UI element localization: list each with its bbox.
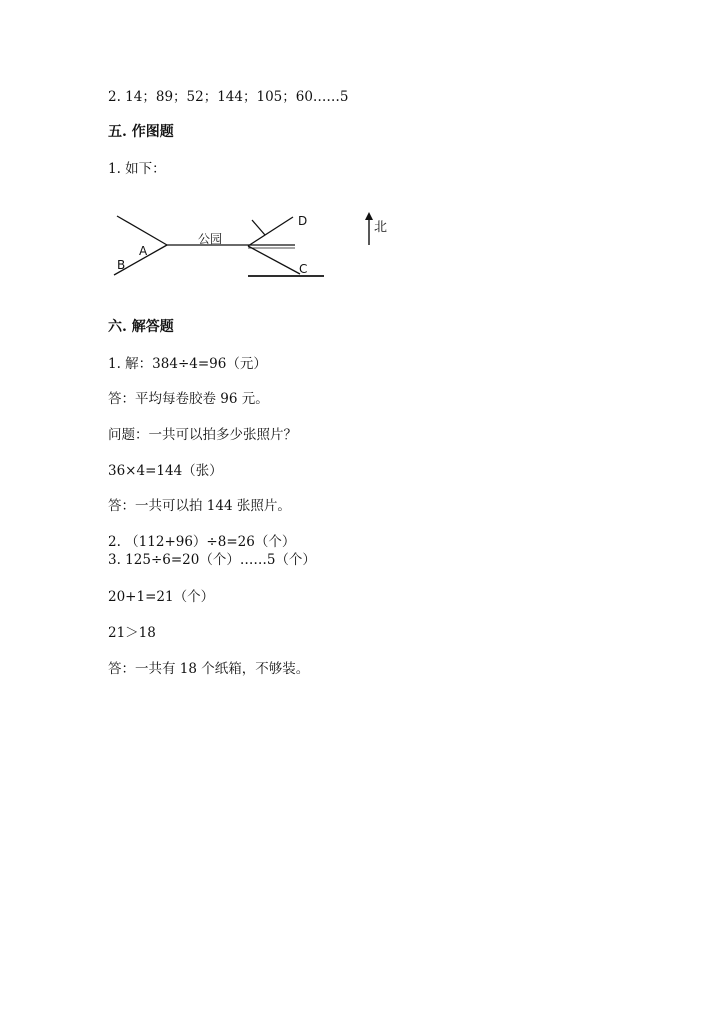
label-d: D	[298, 214, 308, 228]
answer-6-line: 21＞18	[108, 625, 156, 641]
label-b: B	[117, 258, 126, 272]
map-diagram	[100, 200, 400, 290]
ray-a-upper	[117, 216, 167, 245]
answer-6-line: 1. 解：384÷4=96（元）	[108, 356, 267, 372]
section-5-heading: 五. 作图题	[108, 124, 174, 140]
ray-short-upper	[252, 220, 265, 235]
answer-6-line: 问题：一共可以拍多少张照片？	[108, 427, 297, 443]
label-c: C	[299, 262, 308, 276]
answer-6-line: 3. 125÷6=20（个）……5（个）	[108, 552, 316, 568]
north-arrow-icon	[365, 212, 373, 220]
answer-6-line: 2. （112+96）÷8=26（个）	[108, 534, 296, 550]
label-park: 公园	[198, 232, 223, 246]
answer-5-1: 1. 如下：	[108, 161, 166, 177]
answer-6-line: 答：一共有 18 个纸箱，不够装。	[108, 661, 310, 677]
ray-c	[248, 246, 300, 274]
answer-6-line: 答：一共可以拍 144 张照片。	[108, 498, 291, 514]
answer-6-line: 20+1=21（个）	[108, 589, 215, 605]
answer-6-line: 答：平均每卷胶卷 96 元。	[108, 391, 269, 407]
answer-6-line: 36×4=144（张）	[108, 463, 223, 479]
ray-d	[248, 217, 293, 246]
answer-4-2: 2. 14；89；52；144；105；60……5	[108, 89, 349, 105]
label-north: 北	[374, 220, 388, 235]
label-a: A	[139, 244, 148, 258]
section-6-heading: 六. 解答题	[108, 319, 174, 335]
